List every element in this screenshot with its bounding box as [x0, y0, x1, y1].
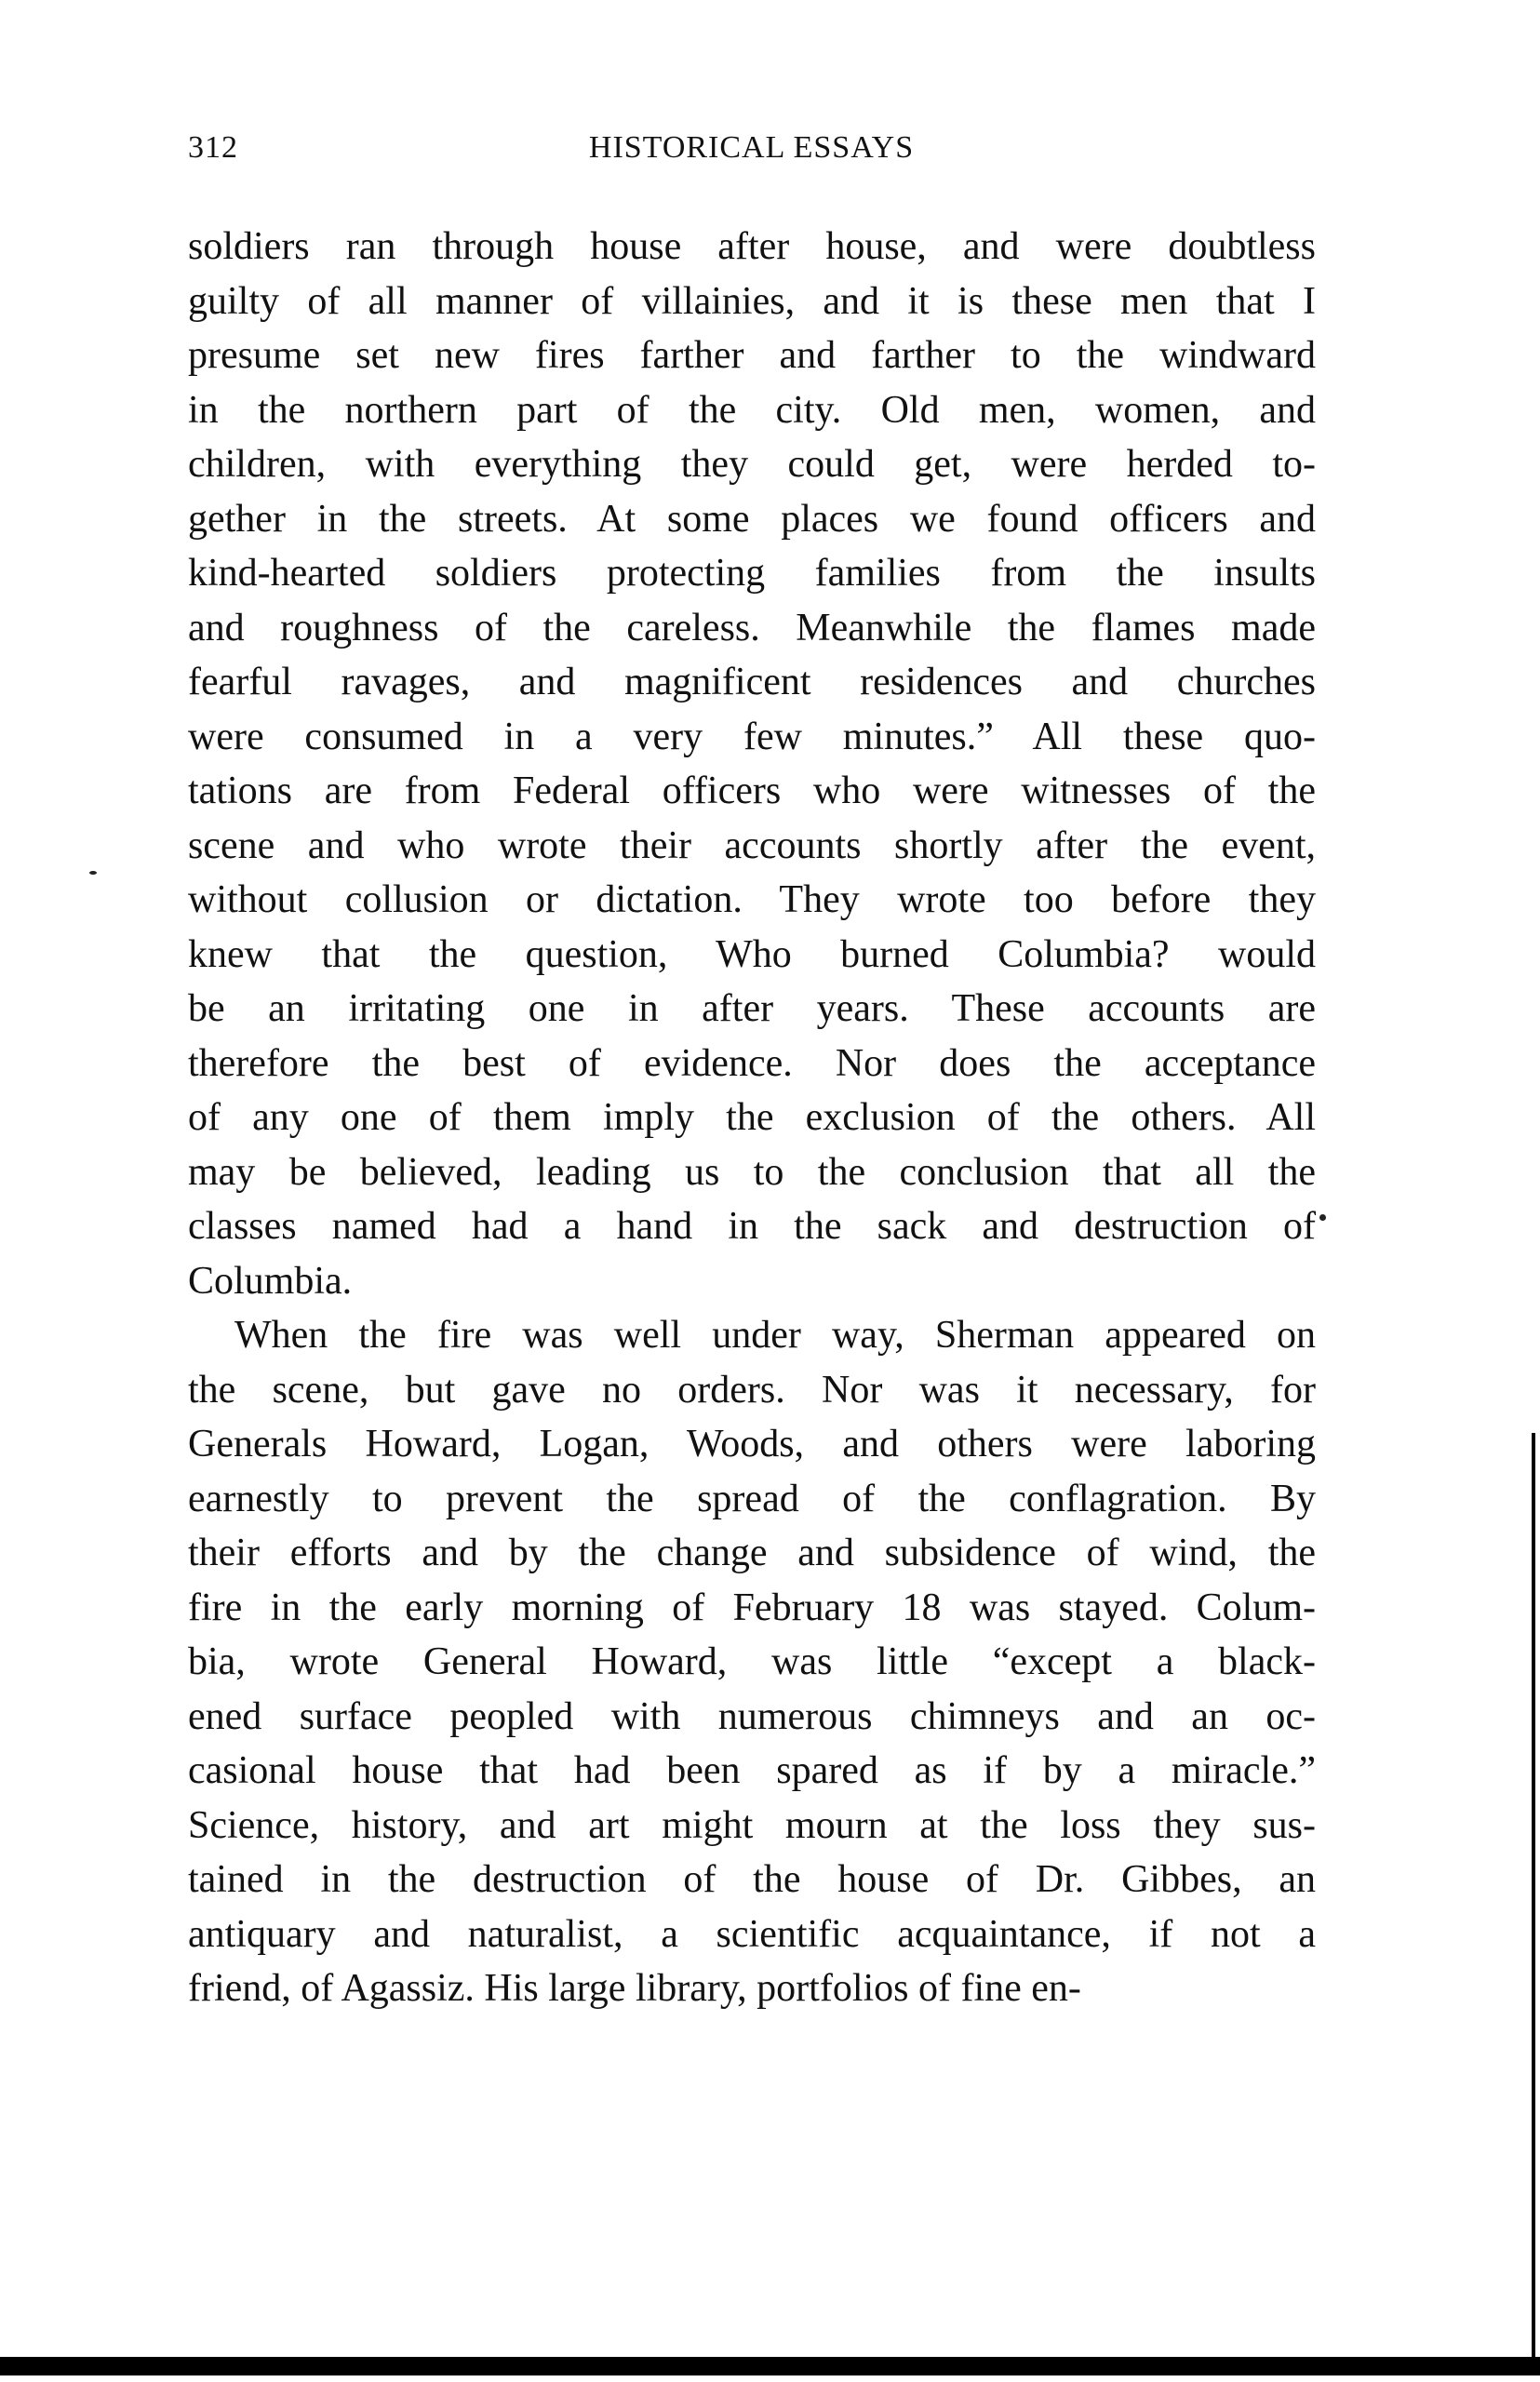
- page-edge-line: [1532, 1433, 1535, 2373]
- text-line: classes named had a hand in the sack and destruction of: [188, 1205, 1316, 1248]
- text-line: soldiers ran through house after house, and were doubtless: [188, 225, 1316, 268]
- text-line: bia, wrote General Howard, was little “except a black-: [188, 1640, 1316, 1683]
- text-line: gether in the streets. At some places we found officers and: [188, 497, 1316, 541]
- text-line: tations are from Federal officers who were witnesses of the: [188, 769, 1316, 812]
- text-line: therefore the best of evidence. Nor does the acceptance: [188, 1041, 1316, 1085]
- text-line: Generals Howard, Logan, Woods, and others were laboring: [188, 1423, 1316, 1465]
- text-line: casional house that had been spared as if by a miracle.”: [188, 1749, 1316, 1792]
- running-title-text: HISTORICAL ESSAYS: [588, 130, 915, 165]
- text-line: of any one of them imply the exclusion of the others. All: [188, 1096, 1316, 1139]
- text-line: fire in the early morning of February 18 was stayed. Colum-: [188, 1586, 1316, 1629]
- text-line: scene and who wrote their accounts shortly after the event,: [188, 823, 1316, 867]
- text-line: When the fire was well under way, Sherman appeared on: [234, 1314, 1316, 1357]
- text-line: the scene, but gave no orders. Nor was it necessary, for: [188, 1368, 1316, 1412]
- running-title: [0, 130, 1540, 166]
- body-text: [188, 220, 1316, 2016]
- text-line: were consumed in a very few minutes.” All these quo-: [188, 715, 1316, 758]
- text-line: their efforts and by the change and subsidence of wind, the: [188, 1532, 1316, 1574]
- scan-speck: [1319, 1214, 1326, 1221]
- text-line: presume set new fires farther and farther to the windward: [188, 334, 1316, 377]
- page-number: 312: [188, 130, 238, 165]
- text-line: earnestly to prevent the spread of the conflagration. By: [188, 1477, 1316, 1520]
- text-line: guilty of all manner of villainies, and it is these men that I: [188, 279, 1316, 323]
- scan-speck: [89, 871, 97, 875]
- text-line: tained in the destruction of the house of Dr. Gibbes, an: [188, 1858, 1316, 1901]
- text-line: without collusion or dictation. They wrote too before they: [188, 878, 1316, 921]
- text-line: friend, of Agassiz. His large library, portfolios of fine en-: [188, 1967, 1081, 2010]
- text-line: may be believed, leading us to the conclusion that all the: [188, 1150, 1316, 1194]
- text-line: antiquary and naturalist, a scientific acquaintance, if not a: [188, 1912, 1316, 1956]
- page-bottom-edge: [0, 2357, 1540, 2375]
- text-line: ened surface peopled with numerous chimneys and an oc-: [188, 1694, 1316, 1738]
- text-line: and roughness of the careless. Meanwhile the flames made: [188, 606, 1316, 649]
- text-line: in the northern part of the city. Old men, women, and: [188, 388, 1316, 432]
- text-line: kind-hearted soldiers protecting families from the insults: [188, 552, 1316, 595]
- text-line: Science, history, and art might mourn at the loss they sus-: [188, 1803, 1316, 1847]
- text-line: fearful ravages, and magnificent residences and churches: [188, 661, 1316, 703]
- text-line: children, with everything they could get, were herded to-: [188, 443, 1316, 486]
- text-line: Columbia.: [188, 1259, 353, 1303]
- text-line: knew that the question, Who burned Columbia? would: [188, 932, 1316, 976]
- text-line: be an irritating one in after years. These accounts are: [188, 987, 1316, 1030]
